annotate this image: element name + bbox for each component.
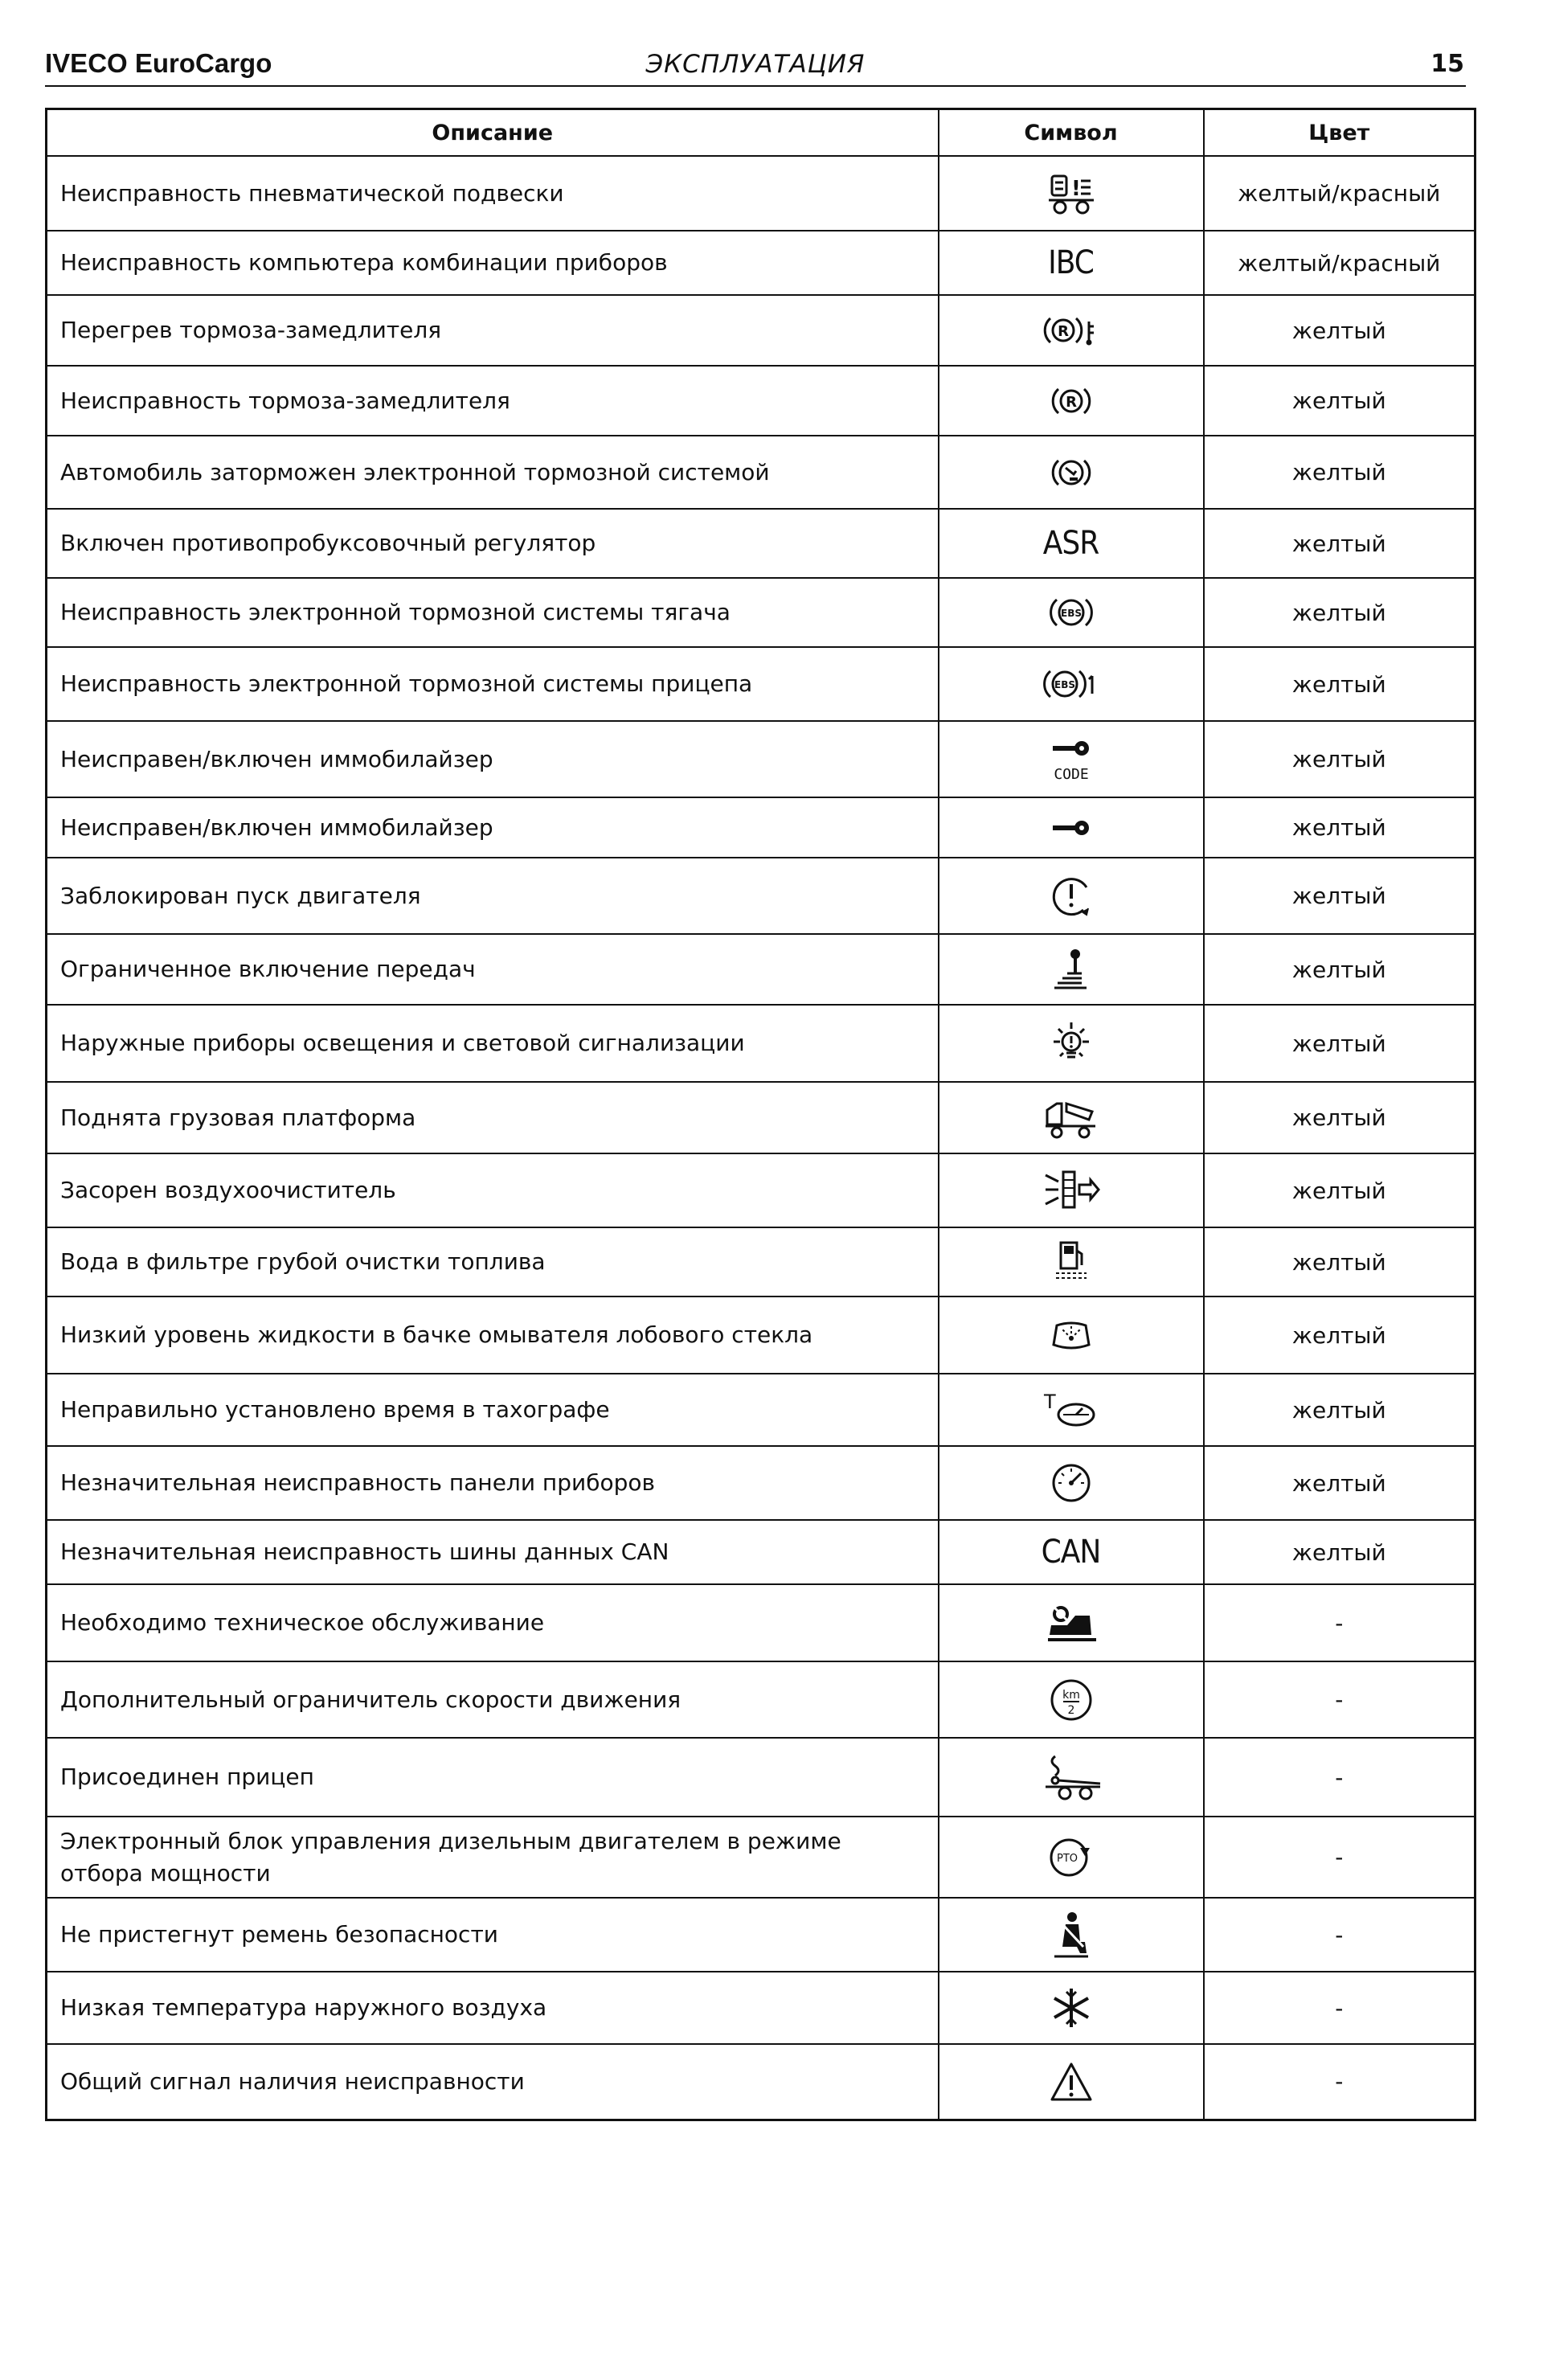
table-row — [47, 1153, 1475, 1227]
row-color: желтый — [1204, 1153, 1475, 1227]
row-description: Наружные приборы освещения и световой сигнализации — [47, 1005, 939, 1082]
row-color: желтый — [1204, 647, 1475, 721]
row-color: желтый — [1204, 797, 1475, 858]
row-color: желтый — [1204, 1520, 1475, 1584]
table-row — [47, 1738, 1475, 1817]
ebs-trailer-icon — [1039, 663, 1103, 705]
row-symbol — [939, 1297, 1204, 1374]
table-row — [47, 1898, 1475, 1972]
row-symbol — [939, 1153, 1204, 1227]
table-row — [47, 721, 1475, 797]
table-header-row — [47, 109, 1475, 157]
column-header-description: Описание — [47, 109, 939, 157]
row-symbol — [939, 797, 1204, 858]
row-color: - — [1204, 1584, 1475, 1661]
row-description: Электронный блок управления дизельным двигателем в режиме отбора мощности — [47, 1817, 939, 1898]
row-symbol — [939, 1374, 1204, 1446]
svg-text:CODE: CODE — [1053, 765, 1089, 783]
row-symbol — [939, 1972, 1204, 2044]
ebs-tractor-icon — [1046, 592, 1097, 633]
row-symbol — [939, 1584, 1204, 1661]
row-description: Ограниченное включение передач — [47, 934, 939, 1005]
key-icon — [1043, 813, 1099, 842]
row-color: желтый — [1204, 934, 1475, 1005]
row-symbol — [939, 509, 1204, 578]
row-description: Общий сигнал наличия неисправности — [47, 2044, 939, 2120]
pto-icon — [1045, 1835, 1098, 1880]
table-row — [47, 436, 1475, 509]
page-number: 15 — [1430, 50, 1464, 78]
row-description: Неисправен/включен иммобилайзер — [47, 797, 939, 858]
row-color: желтый — [1204, 1374, 1475, 1446]
air-suspension-icon — [1047, 171, 1095, 216]
column-header-symbol: Символ — [939, 109, 1204, 157]
table-row — [47, 858, 1475, 934]
table-row — [47, 2044, 1475, 2120]
svg-text:T: T — [1043, 1391, 1056, 1413]
svg-text:PTO: PTO — [1056, 1852, 1078, 1865]
row-description: Не пристегнут ремень безопасности — [47, 1898, 939, 1972]
seatbelt-icon — [1051, 1910, 1091, 1960]
row-description: Поднята грузовая платформа — [47, 1082, 939, 1153]
row-symbol — [939, 295, 1204, 366]
row-color: желтый — [1204, 721, 1475, 797]
row-description: Засорен воздухоочиститель — [47, 1153, 939, 1227]
row-color: желтый — [1204, 1005, 1475, 1082]
ibc-text-icon: IBC — [1048, 244, 1094, 281]
row-symbol — [939, 231, 1204, 295]
service-wrench-icon — [1043, 1603, 1099, 1643]
frost-icon — [1051, 1985, 1091, 2030]
table-row — [47, 1661, 1475, 1738]
row-symbol — [939, 578, 1204, 647]
table-row — [47, 509, 1475, 578]
table-row — [47, 578, 1475, 647]
row-color: желтый/красный — [1204, 231, 1475, 295]
row-symbol — [939, 1227, 1204, 1297]
row-color: желтый — [1204, 858, 1475, 934]
row-description: Неисправность электронной тормозной системы прицепа — [47, 647, 939, 721]
washer-fluid-icon — [1047, 1314, 1095, 1356]
retarder-overheat-icon — [1042, 310, 1100, 350]
row-description: Перегрев тормоза-замедлителя — [47, 295, 939, 366]
svg-text:EBS: EBS — [1060, 608, 1082, 619]
row-description: Неисправность электронной тормозной системы тягача — [47, 578, 939, 647]
row-description: Низкий уровень жидкости в бачке омывателя лобового стекла — [47, 1297, 939, 1374]
warning-lights-table — [45, 108, 1476, 2121]
general-warning-icon — [1049, 2061, 1094, 2103]
row-description: Неисправность компьютера комбинации приборов — [47, 231, 939, 295]
row-color: желтый — [1204, 1082, 1475, 1153]
svg-text:km: km — [1062, 1688, 1080, 1702]
table-row — [47, 1227, 1475, 1297]
table-row — [47, 366, 1475, 436]
retarder-icon — [1047, 381, 1095, 421]
row-color: желтый — [1204, 366, 1475, 436]
row-color: - — [1204, 2044, 1475, 2120]
row-description: Присоединен прицеп — [47, 1738, 939, 1817]
brand-title: IVECO EuroCargo — [45, 48, 272, 78]
tipper-raised-icon — [1042, 1096, 1100, 1141]
row-description: Незначительная неисправность панели приборов — [47, 1446, 939, 1520]
row-color: - — [1204, 1817, 1475, 1898]
row-color: желтый/красный — [1204, 156, 1475, 231]
row-symbol — [939, 1661, 1204, 1738]
row-symbol — [939, 721, 1204, 797]
svg-text:R: R — [1057, 323, 1069, 340]
row-description: Незначительная неисправность шины данных CAN — [47, 1520, 939, 1584]
row-color: желтый — [1204, 1297, 1475, 1374]
tachograph-time-icon — [1039, 1389, 1103, 1431]
table-row — [47, 1005, 1475, 1082]
table-row — [47, 1520, 1475, 1584]
row-symbol — [939, 1738, 1204, 1817]
row-description: Необходимо техническое обслуживание — [47, 1584, 939, 1661]
row-description: Неправильно установлено время в тахографе — [47, 1374, 939, 1446]
table-row — [47, 1584, 1475, 1661]
row-symbol — [939, 436, 1204, 509]
ebs-braked-icon — [1047, 452, 1095, 494]
row-color: желтый — [1204, 578, 1475, 647]
air-filter-icon — [1041, 1167, 1102, 1214]
instrument-panel-icon — [1049, 1460, 1094, 1505]
svg-text:R: R — [1065, 393, 1077, 411]
table-row — [47, 1374, 1475, 1446]
row-description: Неисправен/включен иммобилайзер — [47, 721, 939, 797]
row-symbol — [939, 858, 1204, 934]
table-row — [47, 1817, 1475, 1898]
row-color: желтый — [1204, 509, 1475, 578]
row-symbol — [939, 1817, 1204, 1898]
row-description: Низкая температура наружного воздуха — [47, 1972, 939, 2044]
table-row — [47, 797, 1475, 858]
row-symbol — [939, 1005, 1204, 1082]
gear-limit-icon — [1051, 946, 1091, 993]
row-color: - — [1204, 1738, 1475, 1817]
water-in-fuel-icon — [1051, 1239, 1091, 1284]
table-row — [47, 1446, 1475, 1520]
row-description: Автомобиль заторможен электронной тормозной системой — [47, 436, 939, 509]
row-color: желтый — [1204, 295, 1475, 366]
can-text-icon: CAN — [1041, 1534, 1101, 1571]
table-row — [47, 295, 1475, 366]
table-row — [47, 1297, 1475, 1374]
exterior-lights-icon — [1042, 1019, 1100, 1067]
row-symbol — [939, 647, 1204, 721]
asr-text-icon: ASR — [1042, 525, 1099, 562]
row-color: желтый — [1204, 1227, 1475, 1297]
row-description: Заблокирован пуск двигателя — [47, 858, 939, 934]
row-symbol — [939, 1520, 1204, 1584]
table-row — [47, 934, 1475, 1005]
page-header — [45, 45, 1466, 87]
table-row — [47, 231, 1475, 295]
row-description: Дополнительный ограничитель скорости движения — [47, 1661, 939, 1738]
row-color: - — [1204, 1898, 1475, 1972]
row-symbol — [939, 156, 1204, 231]
row-symbol — [939, 934, 1204, 1005]
row-description: Вода в фильтре грубой очистки топлива — [47, 1227, 939, 1297]
row-symbol — [939, 366, 1204, 436]
row-description: Включен противопробуксовочный регулятор — [47, 509, 939, 578]
table-row — [47, 156, 1475, 231]
speed-limiter-icon — [1047, 1676, 1095, 1724]
row-symbol — [939, 1082, 1204, 1153]
row-symbol — [939, 1446, 1204, 1520]
row-color: - — [1204, 1972, 1475, 2044]
svg-text:!: ! — [1070, 176, 1081, 201]
table-row — [47, 647, 1475, 721]
trailer-connected-icon — [1038, 1751, 1105, 1803]
svg-text:2: 2 — [1067, 1703, 1074, 1717]
row-description: Неисправность пневматической подвески — [47, 156, 939, 231]
svg-text:EBS: EBS — [1054, 679, 1075, 690]
key-code-icon — [1043, 734, 1099, 785]
row-symbol — [939, 1898, 1204, 1972]
table-row — [47, 1972, 1475, 2044]
row-color: желтый — [1204, 1446, 1475, 1520]
row-description: Неисправность тормоза-замедлителя — [47, 366, 939, 436]
row-color: - — [1204, 1661, 1475, 1738]
section-title: ЭКСПЛУАТАЦИЯ — [645, 50, 866, 79]
engine-start-blocked-icon — [1046, 871, 1096, 921]
row-color: желтый — [1204, 436, 1475, 509]
row-symbol — [939, 2044, 1204, 2120]
column-header-color: Цвет — [1204, 109, 1475, 157]
table-row — [47, 1082, 1475, 1153]
